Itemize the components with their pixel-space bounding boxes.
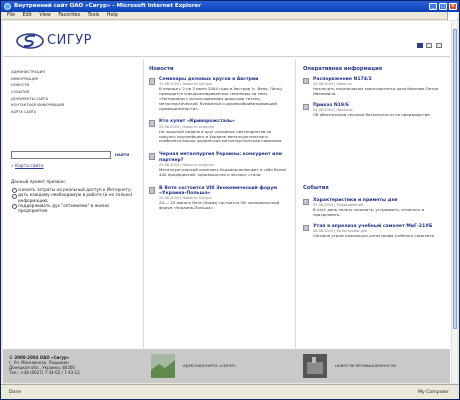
brand-name: СИГУР: [47, 33, 92, 48]
sitemap-link[interactable]: » Карта сайта: [11, 164, 44, 169]
event-meta: 31.08.2004 | Поздравления: [313, 203, 363, 208]
news-meta: 20.08.2004 | Новости отрасли: [159, 124, 214, 129]
document-icon: [303, 225, 309, 231]
news-text: Металлургический комплекс Украины включает в себя более 400 предприятий, производство и экспорт стали.: [159, 167, 287, 177]
poll-option[interactable]: поддерживать дух "оптимизма" в жизни предприятия.: [11, 203, 137, 213]
document-icon: [303, 104, 309, 110]
address-line: Тел.: +38 (0627) 7-34-02 / 7-43-12: [9, 370, 80, 375]
news-item: [149, 119, 287, 144]
ie-icon: [4, 3, 11, 10]
header-icons: [415, 43, 442, 50]
nav-item-sitemap[interactable]: КАРТА САЙТА: [11, 110, 37, 115]
oper-title[interactable]: Приказ N19/6: [313, 103, 349, 108]
search-button[interactable]: НАЙТИ: [115, 153, 130, 157]
oper-title[interactable]: Распоряжение N174/2: [313, 77, 372, 82]
minimize-button[interactable]: _: [429, 3, 437, 10]
window-title: Внутренний сайт ОАО «Сигур» - Microsoft Internet Explorer: [14, 3, 201, 9]
nav-item-admin[interactable]: АДМИНИСТРАЦИЯ: [11, 70, 45, 74]
document-icon: [149, 153, 155, 160]
sitemap-icon[interactable]: [436, 43, 442, 48]
document-icon: [149, 78, 155, 85]
column-divider: [143, 59, 144, 349]
oper-list: [303, 77, 443, 124]
poll-question: Данный проект призван:: [11, 179, 67, 184]
status-bar: [1, 384, 459, 399]
poll-option[interactable]: дать каждому необходимую в работе (и не только) информацию;: [11, 192, 137, 202]
oper-text: Назначить начальником транспортного цеха Иванова Петра Ивановича.: [313, 86, 439, 97]
menu-file[interactable]: File: [7, 13, 16, 18]
document-icon: [149, 187, 155, 194]
security-zone: My Computer: [418, 390, 449, 395]
nav-item-events[interactable]: СОБЫТИЯ: [11, 90, 30, 95]
event-meta: 06.08.2004 | Катастрофы дня: [313, 229, 368, 234]
news-meta: 31.08.2004 | Новости Сигура: [159, 82, 212, 87]
search-input[interactable]: [11, 151, 111, 159]
oper-item: [303, 103, 443, 118]
industry-banner-image: [303, 354, 327, 378]
industry-news-banner[interactable]: [303, 354, 443, 378]
event-text: В этот день нельзя начинать, устраивать, отмечать и праздновать.: [313, 207, 425, 218]
news-title[interactable]: Кто купит «Криворожсталь»: [159, 119, 235, 125]
address-map-banner[interactable]: [151, 354, 291, 378]
menu-edit[interactable]: Edit: [22, 13, 32, 18]
event-item: [303, 224, 443, 239]
close-button[interactable]: ×: [450, 3, 456, 9]
address-line: г. Ул. Московская, Ладыжин: [9, 360, 69, 365]
banner-caption: НОВОСТИ ПРОМЫШЛЕННОСТИ: [335, 363, 397, 368]
copyright: © 2000-2004 ОАО «Сигур»: [9, 355, 70, 360]
windows-flag-icon: [447, 12, 457, 20]
oper-item: [303, 77, 443, 97]
sitemap-link-label: Карта сайта: [15, 164, 44, 169]
event-title[interactable]: Характеристики и приметы дня: [313, 198, 398, 203]
news-text: В период с 2 по 3 июля 2004 года в Австрии (г. Вена, Линц) проводятся специализированные семинары на тему «Материалы с использованием диоксида титана, металлургический, бумажной и деревообрабатывающей промышленности».: [159, 86, 283, 111]
left-nav: [11, 69, 139, 116]
poll-option[interactable]: снизить затраты на реальный доступ к Интернету;: [11, 187, 137, 192]
banner-caption: АДРЕСНАЯ КАРТА «СИГУР»: [183, 363, 236, 368]
events-list: [303, 198, 443, 245]
menu-view[interactable]: View: [39, 13, 51, 18]
news-item: [149, 186, 287, 211]
document-icon: [149, 120, 155, 127]
menu-help[interactable]: Help: [106, 13, 118, 18]
home-icon[interactable]: [417, 43, 423, 48]
scrollbar-thumb[interactable]: [453, 29, 457, 329]
menu-favorites[interactable]: Favorites: [58, 13, 80, 18]
poll: [11, 179, 137, 213]
footer-contacts: [9, 355, 129, 375]
nav-item-news[interactable]: НОВОСТИ: [11, 83, 30, 88]
menu-tools[interactable]: Tools: [87, 13, 100, 18]
news-title[interactable]: Семинары деловых кругов в Австрии: [159, 77, 259, 82]
vertical-scrollbar[interactable]: [451, 21, 457, 383]
nav-item-docs[interactable]: ДОКУМЕНТЫ САЙТА: [11, 96, 49, 101]
nav-item-contacts[interactable]: КОНТАКТНАЯ ИНФОРМАЦИЯ: [11, 103, 65, 108]
news-item: [149, 152, 287, 177]
oper-meta: 04.08.2004 | Приказы: [313, 108, 353, 113]
page-content: [3, 21, 457, 383]
news-title[interactable]: В Ялте состоится VIII Экономический форум «Украина-Польша»: [159, 185, 278, 196]
address-line: Донецкая обл., Украина, 84300: [9, 365, 75, 370]
event-text: Сегодня утром произошла катастрофа учебного самолета.: [313, 233, 436, 239]
event-title[interactable]: Утап в апрелиза учебный самолет МиГ-21УБ: [313, 224, 433, 229]
site-header: [3, 21, 450, 57]
document-icon: [303, 78, 309, 84]
oper-meta: 04.08.2004 | Новости: [313, 82, 352, 87]
title-bar: [1, 1, 459, 12]
menu-bar: [1, 12, 459, 20]
news-meta: 20.08.2004 | Новости отрасли: [159, 163, 214, 167]
oper-header: Оперативная информация: [303, 66, 383, 72]
left-column: [11, 69, 139, 214]
news-title[interactable]: Черная металлургия Украины: конкурент или партнер?: [159, 152, 282, 163]
news-list: [149, 77, 287, 219]
mail-icon[interactable]: [426, 43, 432, 48]
news-text: 24 — 25 июня в Ялте (Крым) состоится VIII экономический форум «Украина-Польша».: [159, 200, 280, 211]
oper-text: Об обеспечении техники безопасности на производстве.: [313, 112, 431, 118]
site-footer: [3, 349, 450, 383]
document-icon: [303, 199, 309, 205]
map-banner-image: [151, 354, 175, 378]
news-meta: 20.08.2004 | Новости Сигура: [159, 196, 212, 201]
news-header: Новости: [149, 66, 174, 72]
status-text: Done: [9, 390, 22, 395]
news-text: На прошлой неделе в круг основных претендентов на покупку крупнейшего в Украине металлургического комбината вошла украинская металлургическая компания.: [159, 128, 283, 144]
nav-item-info[interactable]: ИНФОРМАЦИЯ: [11, 76, 39, 81]
events-header: События: [303, 185, 329, 191]
column-divider: [295, 59, 296, 349]
event-item: [303, 198, 443, 218]
news-item: [149, 77, 287, 111]
maximize-button[interactable]: □: [440, 3, 446, 9]
